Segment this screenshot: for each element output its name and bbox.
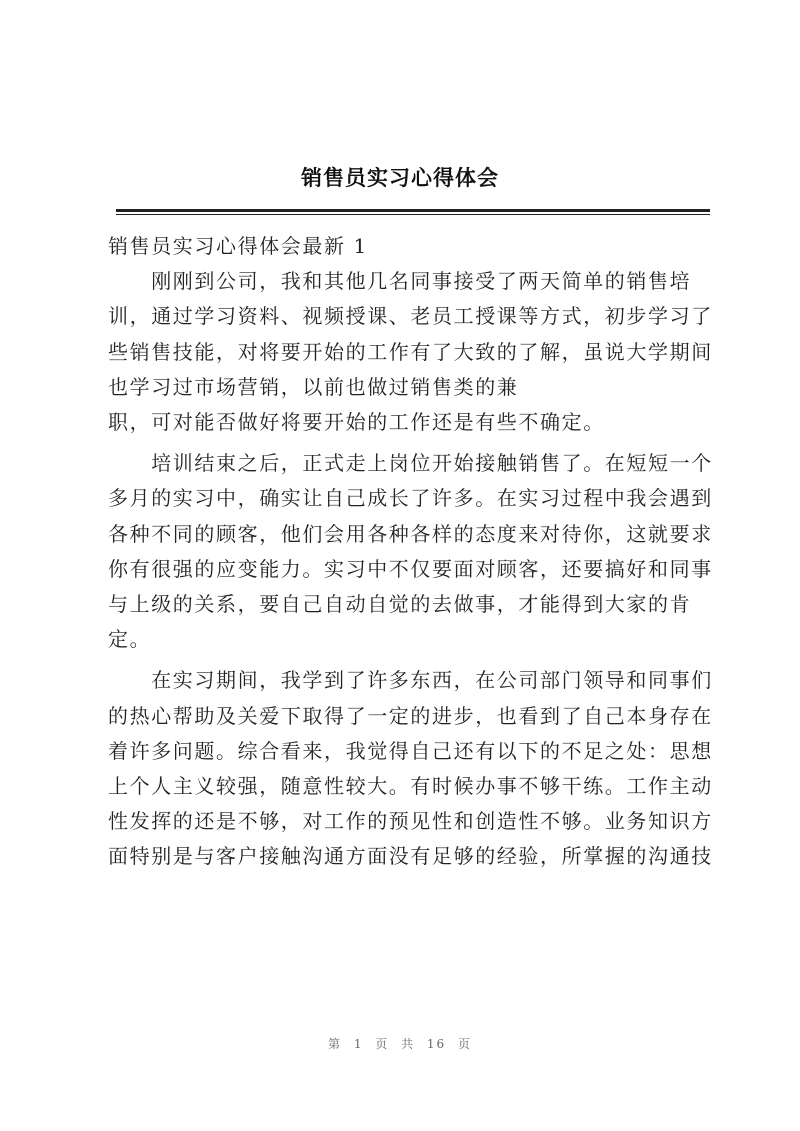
paragraph-3-line-5: 性发挥的还是不够，对工作的预见性和创造性不够。业务知识方 xyxy=(108,809,713,834)
paragraph-2-line-4: 你有很强的应变能力。实习中不仅要面对顾客，还要搞好和同事 xyxy=(108,556,713,581)
title-underline-thin xyxy=(116,214,710,215)
paragraph-2-line-6: 定。 xyxy=(108,627,152,652)
section-heading: 销售员实习心得体会最新 1 xyxy=(108,234,368,258)
paragraph-1-line-4: 也学习过市场营销，以前也做过销售类的兼 xyxy=(108,374,519,399)
page-number-footer: 第 1 页 共 16 页 xyxy=(328,1037,472,1051)
paragraph-3-line-6: 面特别是与客户接触沟通方面没有足够的经验，所掌握的沟通技 xyxy=(108,844,713,869)
paragraph-1-line-2: 训，通过学习资料、视频授课、老员工授课等方式，初步学习了 xyxy=(108,304,713,329)
paragraph-2-line-1: 培训结束之后，正式走上岗位开始接触销售了。在短短一个 xyxy=(108,451,713,476)
paragraph-3-line-2: 的热心帮助及关爱下取得了一定的进步，也看到了自己本身存在 xyxy=(108,703,713,728)
paragraph-1-line-5: 职，可对能否做好将要开始的工作还是有些不确定。 xyxy=(108,410,605,435)
paragraph-2-line-3: 各种不同的顾客，他们会用各种各样的态度来对待你，这就要求 xyxy=(108,521,713,546)
paragraph-1-line-1: 刚刚到公司，我和其他几名同事接受了两天简单的销售培 xyxy=(108,269,692,294)
page-title: 销售员实习心得体会 xyxy=(301,166,499,190)
paragraph-2-line-2: 多月的实习中，确实让自己成长了许多。在实习过程中我会遇到 xyxy=(108,486,713,511)
paragraph-1-line-3: 些销售技能，对将要开始的工作有了大致的了解，虽说大学期间 xyxy=(108,339,713,364)
paragraph-3-line-3: 着许多问题。综合看来，我觉得自己还有以下的不足之处：思想 xyxy=(108,738,713,763)
paragraph-2-line-5: 与上级的关系，要自己自动自觉的去做事，才能得到大家的肯 xyxy=(108,592,692,617)
document-body xyxy=(108,229,712,875)
paragraph-3-line-1: 在实习期间，我学到了许多东西，在公司部门领导和同事们 xyxy=(108,668,713,693)
title-underline-thick xyxy=(116,209,710,212)
paragraph-3-line-4: 上个人主义较强，随意性较大。有时候办事不够干练。工作主动 xyxy=(108,774,713,799)
